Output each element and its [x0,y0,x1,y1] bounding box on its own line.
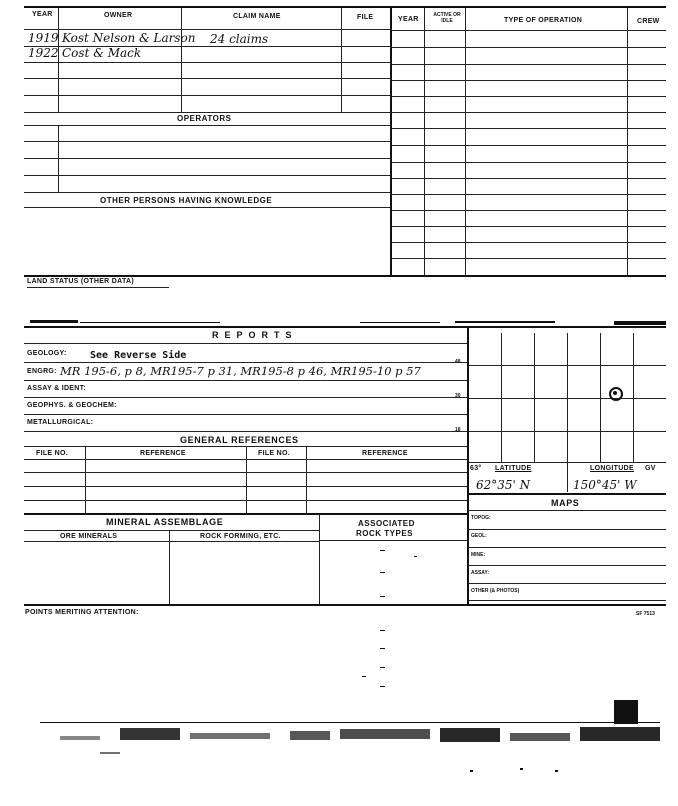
other-persons-label: OTHER PERSONS HAVING KNOWLEDGE [100,196,273,205]
operation-active-header: ACTIVE OR IDLE [433,12,461,24]
form-code: SF 7513 [636,611,655,617]
geology-label: GEOLOGY: [27,350,67,357]
gr-reference-1: REFERENCE [140,450,186,457]
claim-row-2-year: 1922 [28,46,59,60]
operation-type-header: TYPE OF OPERATION [504,17,583,24]
lat-prefix: 63° [470,465,482,472]
maps-topog: TOPOG: [471,515,491,521]
maps-title: MAPS [551,498,580,508]
operation-year-header: YEAR [398,16,419,23]
geophys-label: GEOPHYS. & GEOCHEM: [27,402,117,409]
general-references-title: GENERAL REFERENCES [180,435,299,445]
engrg-label: ENGRG: [27,368,57,375]
rock-types-label: ROCK TYPES [356,529,414,538]
claim-row-1-owner: Kost Nelson & Larson [62,31,196,45]
claim-row-2-owner: Cost & Mack [62,46,142,60]
reports-title: REPORTS [212,330,298,340]
claims-file-header: FILE [357,14,374,21]
claims-owner-header: OWNER [104,12,133,19]
rock-forming-label: ROCK FORMING, ETC. [200,533,281,540]
assay-label: ASSAY & IDENT: [27,385,87,392]
margin-30: 30 [455,393,461,399]
longitude-label: LONGITUDE [590,465,634,472]
maps-assay: ASSAY: [471,570,490,576]
latitude-label: LATITUDE [495,465,532,472]
margin-18: 18 [455,427,461,433]
operation-crew-header: CREW [637,18,660,25]
associated-label: ASSOCIATED [358,519,415,528]
claim-row-1-claim: 24 claims [210,32,269,46]
maps-other: OTHER (& PHOTOS) [471,588,520,594]
operators-label: OPERATORS [177,114,232,123]
land-status-label: LAND STATUS (OTHER DATA) [27,278,135,285]
longitude-value: 150°45' W [573,478,637,492]
gr-reference-2: REFERENCE [362,450,408,457]
gr-file-no-2: FILE NO. [258,450,290,457]
engrg-value: MR 195-6, p 8, MR195-7 p 31, MR195-8 p 46, MR195-10 p 57 [60,364,421,378]
points-label: POINTS MERITING ATTENTION: [25,609,139,616]
margin-48: 48 [455,359,461,365]
ore-minerals-label: ORE MINERALS [60,533,118,540]
maps-geol: GEOL: [471,533,487,539]
gr-file-no-1: FILE NO. [36,450,68,457]
maps-mine: MINE: [471,552,486,558]
geology-value: See Reverse Side [90,350,187,361]
lon-suffix: GV [645,465,656,472]
claims-year-header: YEAR [32,11,53,18]
metallurgical-label: METALLURGICAL: [27,419,94,426]
latitude-value: 62°35' N [476,478,531,492]
mineral-title: MINERAL ASSEMBLAGE [106,517,224,527]
claim-row-1-year: 1919 [28,31,59,45]
claims-name-header: CLAIM NAME [233,13,281,20]
